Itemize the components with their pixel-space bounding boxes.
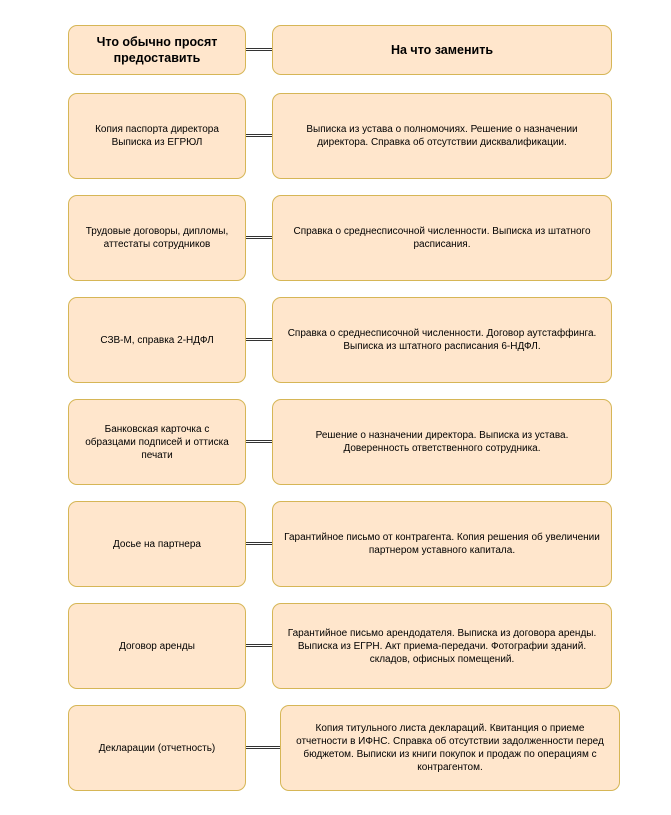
- header-left-box: [68, 25, 246, 75]
- replacement-text-4: Решение о назначении директора. Выписка из устава. Доверенность ответственного сотрудника.: [315, 430, 569, 454]
- request-box-6: [68, 603, 246, 689]
- replacement-box-2: [272, 195, 612, 281]
- request-text-6: Договор аренды: [119, 640, 195, 652]
- row-connector-5: [246, 542, 272, 545]
- replacement-text-6: Гарантийное письмо арендодателя. Выписка из договора аренды. Выписка из ЕГРН. Акт приема-передачи. Фотографии зданий. складов, офисных помещений.: [287, 627, 597, 665]
- request-text-2: Трудовые договоры, дипломы, аттестаты сотрудников: [85, 226, 229, 250]
- header-connector: [246, 48, 272, 51]
- replacement-text-2: Справка о среднесписочной численности. Выписка из штатного расписания.: [293, 226, 591, 250]
- request-box-5: [68, 501, 246, 587]
- replacement-box-3: [272, 297, 612, 383]
- request-box-2: [68, 195, 246, 281]
- replacement-box-6: [272, 603, 612, 689]
- replacement-text-1: Выписка из устава о полномочиях. Решение о назначении директора. Справка об отсутствии дисквалификации.: [306, 124, 578, 148]
- row-connector-4: [246, 440, 272, 443]
- request-box-7: [68, 705, 246, 791]
- request-text-4: Банковская карточка с образцами подписей и оттиска печати: [85, 423, 229, 461]
- replacement-box-5: [272, 501, 612, 587]
- header-right-text: На что заменить: [390, 42, 493, 57]
- request-text-1: Копия паспорта директора Выписка из ЕГРЮЛ: [95, 124, 219, 148]
- row-connector-1: [246, 134, 272, 137]
- replacement-box-1: [272, 93, 612, 179]
- request-text-7: Декларации (отчетность): [98, 742, 216, 754]
- row-connector-3: [246, 338, 272, 341]
- request-text-5: Досье на партнера: [113, 538, 201, 550]
- replacement-text-3: Справка о среднесписочной численности. Договор аутстаффинга. Выписка из штатного расписания 6-НДФЛ.: [287, 328, 597, 352]
- row-connector-2: [246, 236, 272, 239]
- replacement-box-7: [280, 705, 620, 791]
- replacement-text-5: Гарантийное письмо от контрагента. Копия решения об увеличении партнером уставного капитала.: [284, 532, 600, 556]
- request-text-3: СЗВ-М, справка 2-НДФЛ: [100, 334, 214, 346]
- header-right-box: [272, 25, 612, 75]
- replacement-box-4: [272, 399, 612, 485]
- request-box-3: [68, 297, 246, 383]
- replacement-text-7: Копия титульного листа деклараций. Квитанция о приеме отчетности в ИФНС. Справка об отсутствии задолженности перед бюджетом. Выписки из книги покупок и продаж по операциям с контрагентом.: [296, 723, 604, 773]
- request-box-1: [68, 93, 246, 179]
- request-box-4: [68, 399, 246, 485]
- row-connector-7: [246, 746, 280, 749]
- row-connector-6: [246, 644, 272, 647]
- header-left-text: Что обычно просят предоставить: [96, 34, 218, 65]
